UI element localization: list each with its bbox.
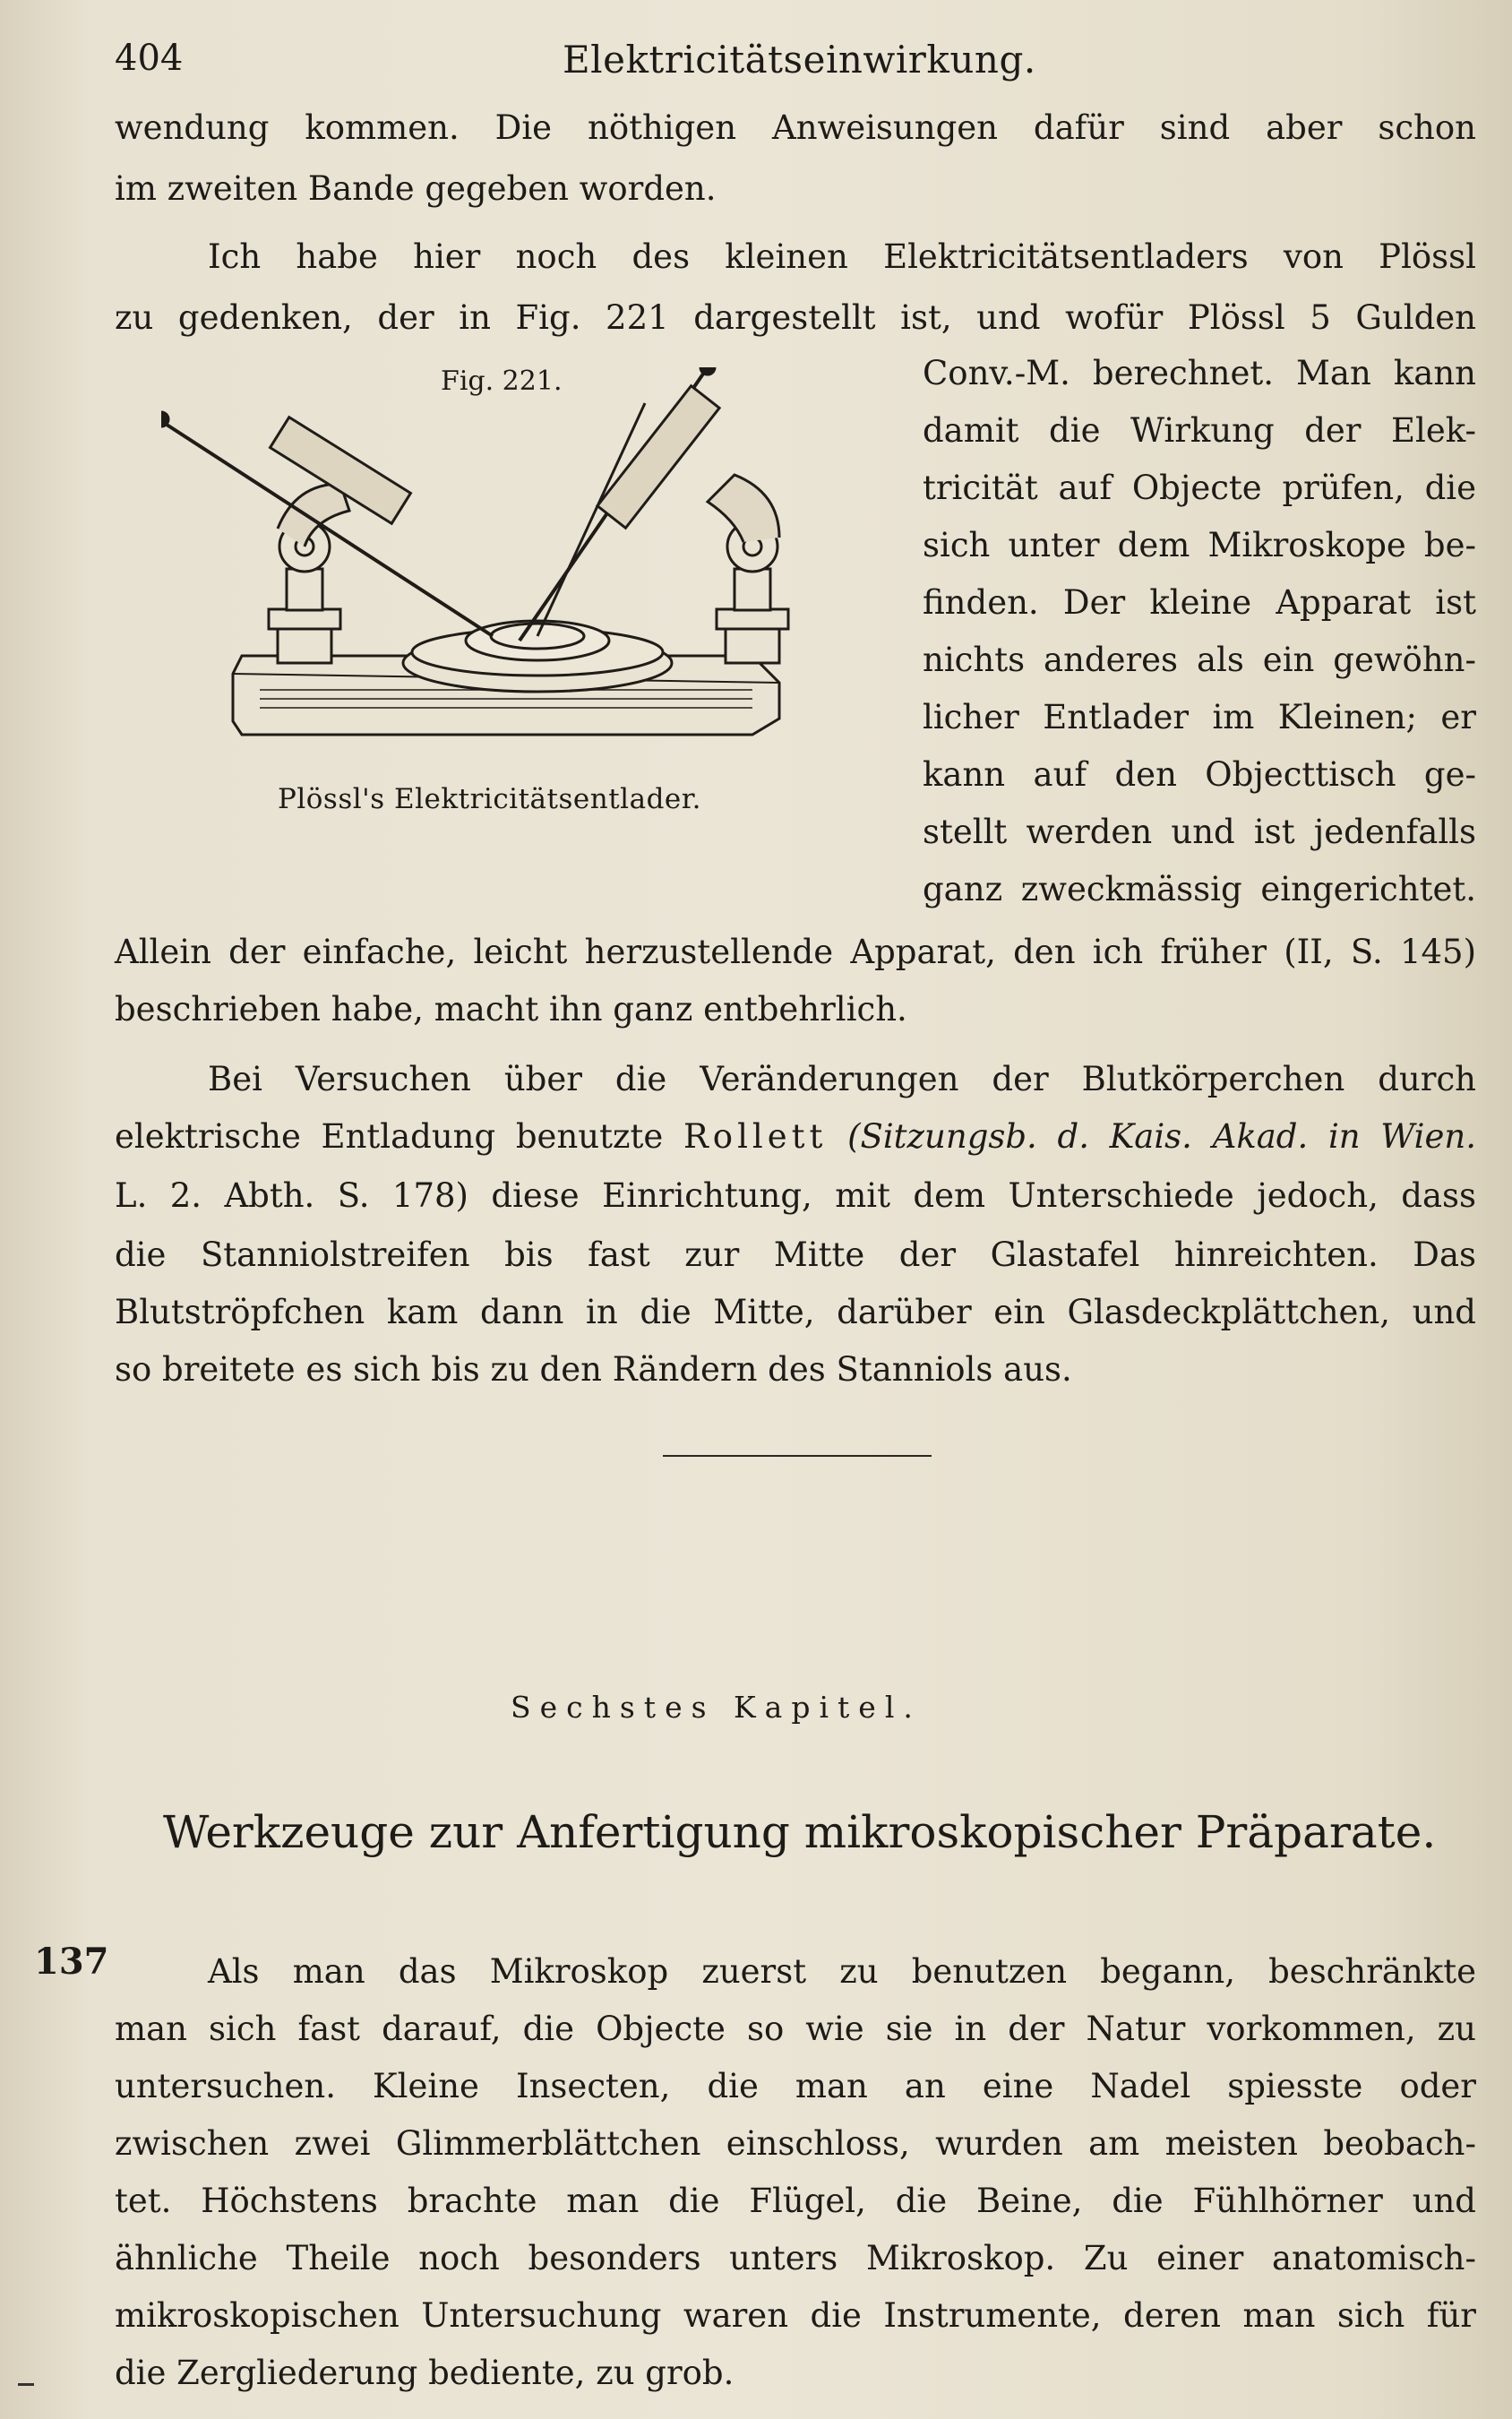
text-line: die Zergliederung bediente, zu grob. bbox=[115, 2354, 735, 2392]
text-line: Allein der einfache, leicht herzustellende Apparat, den ich früher (II, S. 145) bbox=[115, 933, 1476, 971]
chapter-label: Sechstes Kapitel. bbox=[511, 1690, 922, 1725]
running-title: Elektricitätseinwirkung. bbox=[563, 38, 1036, 82]
text-line: beschrieben habe, macht ihn ganz entbehrlich. bbox=[115, 990, 907, 1029]
text-line: damit die Wirkung der Elek- bbox=[923, 411, 1476, 450]
figure-label: Fig. 221. bbox=[441, 366, 563, 397]
figure-caption: Plössl's Elektricitätsentlader. bbox=[278, 783, 702, 815]
text-line: Als man das Mikroskop zuerst zu benutzen begann, beschränkte bbox=[208, 1952, 1476, 1991]
text-line bbox=[115, 1115, 1476, 1159]
text-line: stellt werden und ist jedenfalls bbox=[923, 813, 1476, 851]
page-number: 404 bbox=[115, 38, 184, 79]
text-line: Ich habe hier noch des kleinen Elektricitätsentladers von Plössl bbox=[208, 237, 1476, 276]
chapter-title: Werkzeuge zur Anfertigung mikroskopischer Präparate. bbox=[163, 1806, 1437, 1858]
text-line: Blutströpfchen kam dann in die Mitte, darüber ein Glasdeckplättchen, und bbox=[115, 1293, 1476, 1331]
text-line: tricität auf Objecte prüfen, die bbox=[923, 469, 1476, 507]
text-line: Conv.-M. berechnet. Man kann bbox=[923, 354, 1476, 392]
text-line: kann auf den Objecttisch ge- bbox=[923, 755, 1476, 794]
text-line: finden. Der kleine Apparat ist bbox=[923, 583, 1476, 622]
text-line: man sich fast darauf, die Objecte so wie sie in der Natur vorkommen, zu bbox=[115, 2010, 1476, 2048]
text-line: wendung kommen. Die nöthigen Anweisungen dafür sind aber schon bbox=[115, 108, 1476, 147]
text-line: untersuchen. Kleine Insecten, die man an eine Nadel spiesste oder bbox=[115, 2067, 1476, 2105]
author-name: Rollett bbox=[683, 1117, 828, 1156]
text-line: zu gedenken, der in Fig. 221 dargestellt ist, und wofür Plössl 5 Gulden bbox=[115, 298, 1476, 337]
text-line: so breitete es sich bis zu den Rändern des Stanniols aus. bbox=[115, 1350, 1072, 1389]
text-line: im zweiten Bande gegeben worden. bbox=[115, 169, 717, 208]
text-line: tet. Höchstens brachte man die Flügel, die Beine, die Fühlhörner und bbox=[115, 2182, 1476, 2220]
text-line: ganz zweckmässig eingerichtet. bbox=[923, 870, 1476, 908]
text-line: ähnliche Theile noch besonders unters Mikroskop. Zu einer anatomisch- bbox=[115, 2239, 1476, 2277]
text-line: licher Entlader im Kleinen; er bbox=[923, 698, 1476, 736]
text-line: nichts anderes als ein gewöhn- bbox=[923, 641, 1476, 679]
section-divider bbox=[663, 1455, 932, 1457]
citation: (Sitzungsb. d. Kais. Akad. in Wien. bbox=[847, 1117, 1476, 1156]
section-number: 137 bbox=[34, 1941, 109, 1983]
text-line: Bei Versuchen über die Veränderungen der Blutkörperchen durch bbox=[208, 1060, 1476, 1098]
text-fragment: elektrische Entladung benutzte bbox=[115, 1117, 683, 1156]
text-line: zwischen zwei Glimmerblättchen einschloss, wurden am meisten beobach- bbox=[115, 2124, 1476, 2163]
text-line: die Stanniolstreifen bis fast zur Mitte der Glastafel hinreichten. Das bbox=[115, 1235, 1476, 1274]
text-line: mikroskopischen Untersuchung waren die Instrumente, deren man sich für bbox=[115, 2296, 1476, 2335]
margin-mark bbox=[18, 2383, 34, 2386]
page-header bbox=[115, 38, 1494, 91]
text-line: L. 2. Abth. S. 178) diese Einrichtung, mit dem Unterschiede jedoch, dass bbox=[115, 1176, 1476, 1215]
text-line: sich unter dem Mikroskope be- bbox=[923, 526, 1476, 564]
discharger-illustration bbox=[161, 367, 806, 744]
